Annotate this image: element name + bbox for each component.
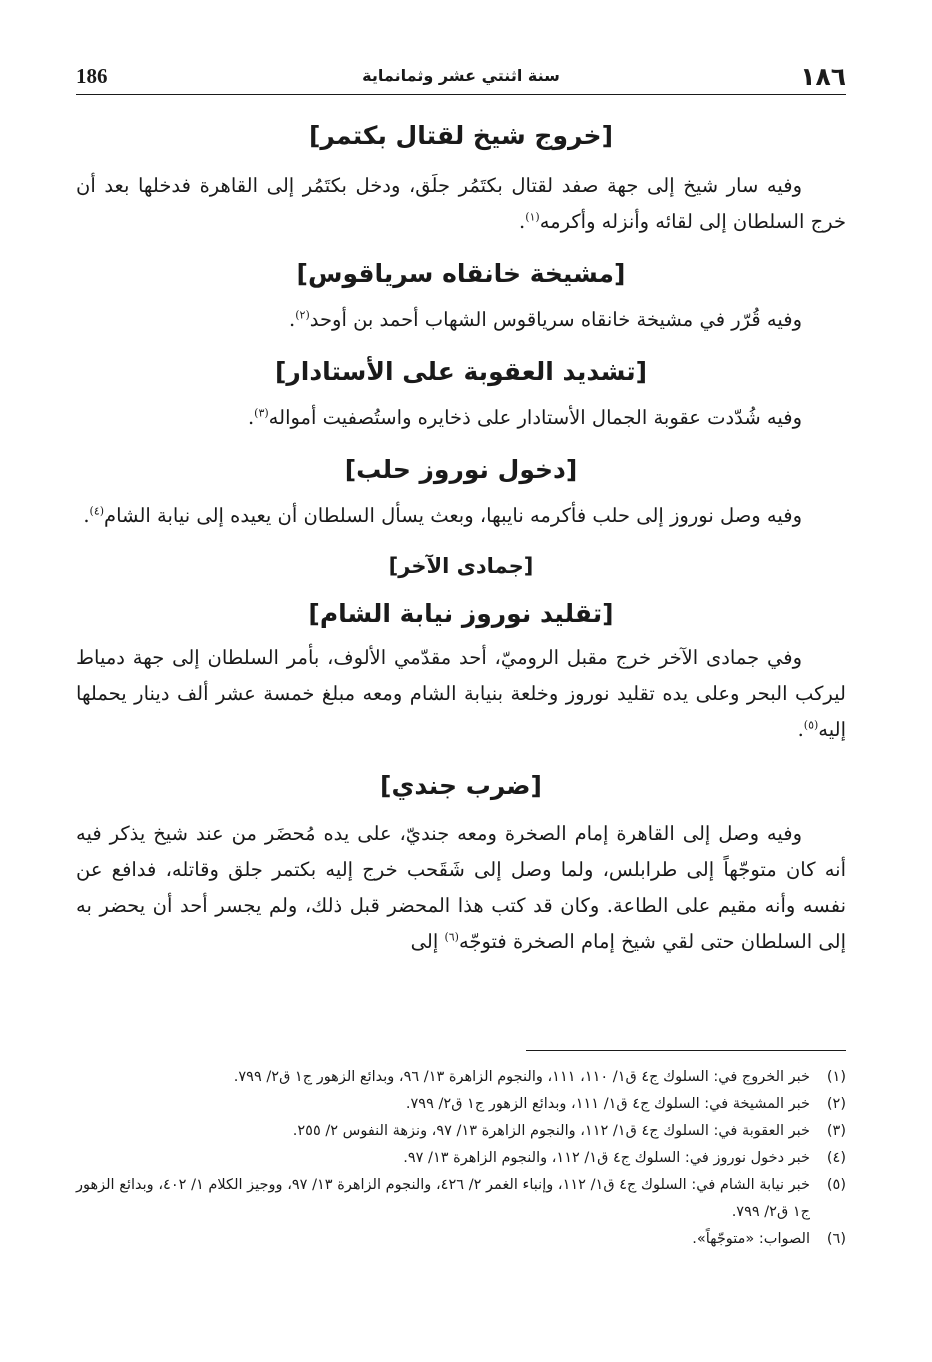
body-text [76,112,846,960]
footnote-ref: (٥) [803,718,819,732]
running-title: سنة اثنتي عشر وثمانماية [362,66,560,85]
footnote-text: خبر دخول نوروز في: السلوك ج٤ ق١/ ١١٢، والنجوم الزاهرة ١٣/ ٩٧. [403,1150,810,1166]
footnote-ref: (٢) [295,308,310,322]
footnote [76,1064,846,1091]
section-paragraph: وفي جمادى الآخر خرج مقبل الروميّ، أحد مقدّمي الألوف، بأمر السلطان إلى جهة دمياط ليركب البحر وعلى يده تقليد نوروز وخلعة بنيابة الشام ومعه مبلغ خمسة عشر ألف دينار يحملها إليه$^{(٥)}$. [76,646,846,741]
footnote [76,1118,846,1145]
section-heading: [مشيخة خانقاه سرياقوس] [296,259,626,288]
section-heading: [دخول نوروز حلب] [344,455,578,484]
section-paragraph: وفيه سار شيخ إلى جهة صفد لقتال بكتَمُر جلَق، ودخل بكتَمُر إلى القاهرة فدخلها بعد أن خرج السلطان إلى لقائه وأنزله وأكرمه$^{(١)}$. [76,174,846,233]
page-number-arabic: ١٨٦ [800,62,846,91]
footnote-text: خبر العقوبة في: السلوك ج٤ ق١/ ١١٢، والنجوم الزاهرة ١٣/ ٩٧، ونزهة النفوس ٢/ ٢٥٥. [292,1123,810,1139]
section-paragraph: وفيه وصل إلى القاهرة إمام الصخرة ومعه جنديّ، على يده مُحضَر من عند شيخ يذكر فيه أنه كان متوجّهاً إلى طرابلس، ولما وصل إلى شَقَحب خرج إليه بكتمر جلق وقاتله، فدافع عن نفسه وأنه مقيم على الطاعة. وكان قد كتب هذا المحضر قبل ذلك، ولم يجسر أحد أن يحضر به إلى السلطان حتى لقي شيخ إمام الصخرة فتوجّه$^{(٦)}$ إلى [76,822,846,953]
footnote-text: خبر نيابة الشام في: السلوك ج٤ ق١/ ١١٢، وإنباء الغمر ٢/ ٤٢٦، والنجوم الزاهرة ١٣/ ٩٧، ووجيز الكلام ١/ ٤٠٢، وبدائع الزهور ج١ ق٢/ ٧٩٩. [76,1177,811,1220]
footnote-text: خبر الخروج في: السلوك ج٤ ق١/ ١١٠، ١١١، والنجوم الزاهرة ١٣/ ٩٦، وبدائع الزهور ج١ ق٢/ ٧٩٩. [233,1069,810,1085]
section-heading: [خروج شيخ لقتال بكتمر] [308,121,613,150]
footnote-number: (٤) [826,1150,846,1166]
footnote [76,1172,846,1226]
footnote-separator [526,1050,846,1051]
footnote-ref: (٦) [444,930,459,944]
section-paragraph: وفيه قُرّر في مشيخة خانقاه سرياقوس الشهاب أحمد بن أوحد$^{(٢)}$. [289,308,802,331]
footnote-ref: (٣) [254,406,269,420]
footnote-number: (١) [826,1069,846,1085]
footnote-text: الصواب: «متوجّهاً». [692,1231,810,1247]
footnote-ref: (١) [525,210,540,224]
page-number-latin: 186 [76,64,108,88]
footnote-number: (٥) [826,1177,846,1193]
footnote-number: (٦) [826,1231,846,1247]
section-heading: [ضرب جندي] [380,771,542,800]
footnote-text: خبر المشيخة في: السلوك ج٤ ق١/ ١١١، وبدائع الزهور ج١ ق٢/ ٧٩٩. [405,1096,810,1112]
footnotes [76,1064,846,1253]
section-paragraph: وفيه شُدّدت عقوبة الجمال الأستادار على ذخايره واستُصفيت أمواله$^{(٣)}$. [247,406,802,429]
footnote-number: (٣) [826,1123,846,1139]
footnote-number: (٢) [826,1096,846,1112]
footnote-ref: (٤) [89,504,105,518]
month-heading: [جمادى الآخر] [388,554,534,578]
footnote [76,1145,846,1172]
section-heading: [تشديد العقوبة على الأستادار] [274,357,648,386]
section-heading: [تقليد نوروز نيابة الشام] [308,599,614,628]
footnote [76,1226,846,1253]
running-header [76,58,846,95]
section-paragraph: وفيه وصل نوروز إلى حلب فأكرمه نايبها، وبعث يسأل السلطان أن يعيده إلى نيابة الشام$^{(٤)}$. [83,504,802,527]
footnote [76,1091,846,1118]
